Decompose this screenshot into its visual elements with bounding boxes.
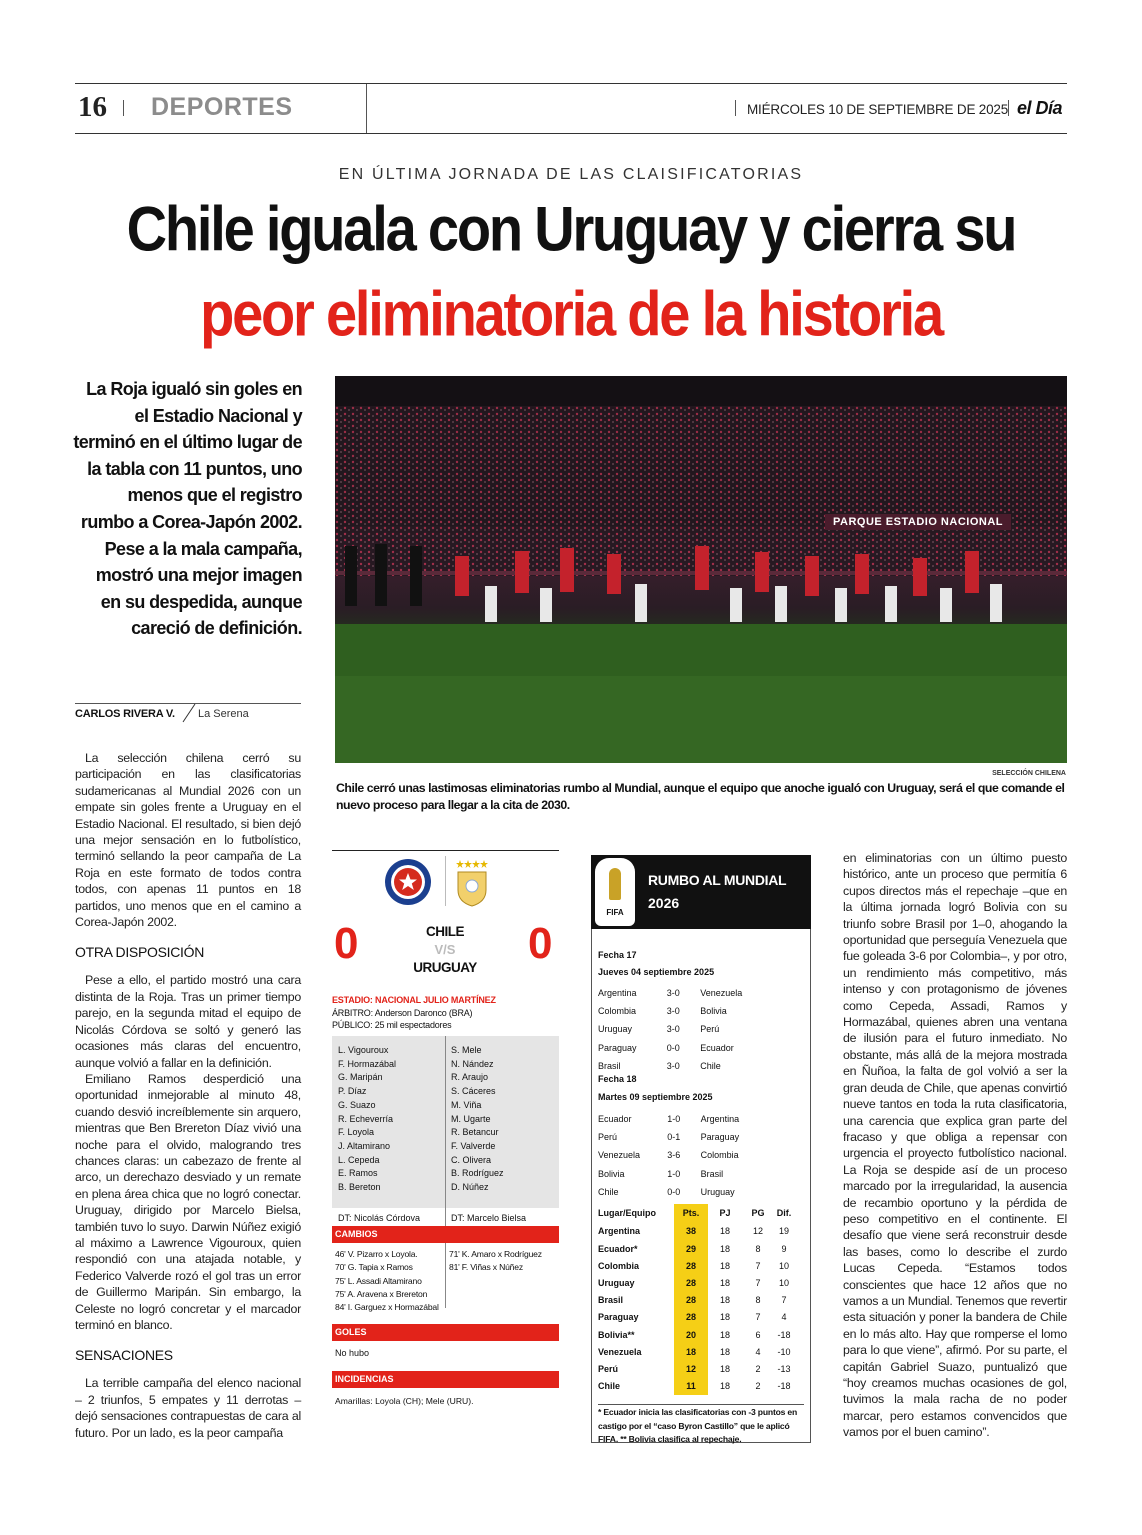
round-title: Fecha 17 <box>598 950 637 960</box>
standings-row <box>598 1274 794 1291</box>
goal-difference: 9 <box>781 1243 787 1254</box>
won: 6 <box>755 1329 761 1340</box>
lineup-player: R. Echeverría <box>338 1113 394 1124</box>
uruguay-crest-icon <box>452 858 492 908</box>
match-photo <box>335 376 1067 763</box>
referee: ÁRBITRO: Anderson Daronco (BRA) <box>332 1008 473 1018</box>
result-row <box>598 1183 758 1201</box>
away-team: Colombia <box>700 1150 739 1161</box>
attendance: PÚBLICO: 25 mil espectadores <box>332 1020 452 1030</box>
body-paragraph: Emiliano Ramos desperdició una oportunidad inmejorable al minuto 48, cuando desvió increíblemente sin arquero, mientras que Ben Brereton Díaz vivió una noche para el olvido, malogrando tres chances claras: un cabezazo de frente al arco, un derechazo desviado y un remate en plena área chica que no logró conectar. Uruguay, dirigido por Marcelo Bielsa, también tuvo lo suyo. Darwin Núñez exigió al máximo a Lawrence Vigouroux, quien respondió con una atajada notable, y Federico Valverde rozó el gol tras un error de Guillermo Maripán. Sin embargo, la Celeste no logró concretar y el marcador terminó en blanco. <box>75 1071 301 1332</box>
lineup-player: L. Vigouroux <box>338 1045 389 1055</box>
round-title: Fecha 18 <box>598 1073 637 1084</box>
home-coach: DT: Nicolás Córdova <box>338 1213 421 1223</box>
substitution: 46' V. Pizarro x Loyola. <box>335 1249 418 1259</box>
result-score: 3-0 <box>666 988 680 999</box>
points: 28 <box>674 1309 708 1326</box>
points: 18 <box>674 1343 708 1360</box>
standings-row <box>598 1223 794 1240</box>
home-team: Ecuador <box>598 1114 632 1125</box>
stadium-banner: PARQUE ESTADIO NACIONAL <box>825 514 1011 530</box>
away-team: Venezuela <box>700 988 743 999</box>
won: 4 <box>755 1346 761 1357</box>
lineup-player: B. Bereton <box>338 1182 381 1193</box>
away-lineup <box>451 1044 556 1195</box>
lineup-player: R. Betancur <box>451 1127 499 1138</box>
played: 18 <box>719 1312 730 1323</box>
won: 2 <box>755 1381 761 1392</box>
away-team: Uruguay <box>700 1186 735 1197</box>
lineup-player: S. Cáceres <box>451 1086 496 1097</box>
won: 12 <box>752 1226 763 1237</box>
home-lineup <box>338 1044 443 1195</box>
points: 20 <box>674 1326 708 1343</box>
results-table <box>598 984 758 1075</box>
body-paragraph: La selección chilena cerró su participación en las clasificatorias sudamericanas al Mundial 2026 con un empate sin goles frente a Uruguay en el Estadio Nacional. El resultado, si bien dejó una mejor sensación en lo futbolístico, terminó sellando la peor campaña de La Roja en este formato de todos contra todos, con apenas 11 puntos en 18 partidos, uno menos que en el camino a Corea-Japón 2002. <box>75 751 301 930</box>
incidents-value: Amarillas: Loyola (CH); Mele (URU). <box>335 1396 474 1406</box>
team-name: Brasil <box>598 1295 624 1306</box>
team-name: Perú <box>598 1363 619 1374</box>
points: 28 <box>674 1292 708 1309</box>
goal-difference: -18 <box>777 1381 791 1392</box>
column-header: Dif. <box>776 1208 792 1219</box>
standings-header <box>591 855 811 929</box>
result-score: 0-0 <box>666 1042 680 1053</box>
home-team: Colombia <box>598 1006 637 1017</box>
standings-table <box>598 1204 794 1395</box>
chile-crest-icon <box>384 858 432 906</box>
kicker: EN ÚLTIMA JORNADA DE LAS CLAISIFICATORIAS <box>338 166 804 183</box>
team-name: Bolivia** <box>598 1329 635 1340</box>
match-box <box>332 850 559 1420</box>
standings-row <box>598 1343 794 1360</box>
result-row <box>598 1165 758 1183</box>
played: 18 <box>719 1363 730 1374</box>
standings-row <box>598 1240 794 1257</box>
standings-row <box>598 1257 794 1274</box>
byline-place: La Serena <box>198 708 249 720</box>
result-row <box>598 1110 758 1128</box>
substitution: 70' G. Tapia x Ramos <box>335 1262 413 1273</box>
points: 28 <box>674 1274 708 1291</box>
away-subs <box>449 1248 559 1275</box>
lineup-player: L. Cepeda <box>338 1154 380 1165</box>
substitution: 71' K. Amaro x Rodríguez <box>449 1249 542 1259</box>
lineup-player: C. Olivera <box>451 1154 492 1165</box>
results-table <box>598 1110 758 1201</box>
result-row <box>598 1146 758 1164</box>
away-team: Ecuador <box>700 1042 734 1053</box>
lineup-player: P. Díaz <box>338 1086 367 1097</box>
body-paragraph: en eliminatorias con un último puesto histórico, ante un proceso que permitía 6 cupos directos más el repechaje –que en la última jornada logró Bolivia con su triunfo sobre Brasil por 1–0, ahogando la oportunidad que perseguía Venezuela que fue goleada 3-6 por Colombia–, y por otro, un rendimiento más competitivo, más intenso y con protagonismo de jóvenes como Cepeda, Assadi, Ramos y Hormazábal, quienes abren una ventana de ilusión para el futuro inmediato. No obstante, más allá de la mejora mostrada en Ñuñoa, la falta de gol volvió a ser la gran deuda de Chile, que apenas convirtió nueve tantos en toda la ruta clasificatoria, una carencia que explica gran parte del fracaso y que obliga a repensar con urgencia el proyecto futbolístico nacional. La Roja se despide así de un proceso marcado por la irregularidad, la ausencia de recambio oportuno y la pérdida de peso competitivo en el continente. El desafío que viene será reconstruir desde las bases, como lo describe el zurdo Lucas Cepeda. “Estamos todos conscientes que hace 12 años que no vamos a un Mundial. Tenemos que revertir esta situación y poner la bandera de Chile en lo más alto. Hay que romperse el lomo para lo que viene”, afirmó. Por su parte, el capitán Gabriel Suazo, puntualizó que “hoy creamos muchas ocasiones de gol, tuvimos la mala racha de no poder marcar, pero estamos convencidos que vamos por el buen camino”. <box>843 851 1067 1440</box>
played: 18 <box>719 1329 730 1340</box>
goal-difference: -10 <box>777 1346 791 1357</box>
page-number: 16 <box>78 91 107 123</box>
issue-date: MIÉRCOLES 10 DE SEPTIEMBRE DE 2025 <box>747 102 1009 117</box>
lineup-player: J. Altamirano <box>338 1140 391 1151</box>
played: 18 <box>719 1243 730 1254</box>
standings-body <box>591 929 811 1443</box>
players-lineup <box>335 376 1067 763</box>
headline-line1: Chile iguala con Uruguay y cierra su <box>126 193 1016 264</box>
result-row <box>598 1020 758 1038</box>
result-score: 3-0 <box>666 1006 680 1017</box>
away-team: Chile <box>700 1060 721 1071</box>
home-team: Argentina <box>598 988 637 999</box>
lineup-player: M. Ugarte <box>451 1113 491 1124</box>
body-column-right <box>843 850 1067 1441</box>
section-title: DEPORTES <box>151 93 293 121</box>
result-row <box>598 1128 758 1146</box>
standings-box <box>591 855 811 1445</box>
points: 28 <box>674 1257 708 1274</box>
lineup-player: S. Mele <box>451 1045 482 1055</box>
byline-author: CARLOS RIVERA V. <box>75 708 175 720</box>
home-team: CHILE <box>426 924 464 939</box>
standings-subtitle: 2026 <box>648 895 680 911</box>
column-header: PJ <box>719 1208 731 1219</box>
home-team: Paraguay <box>598 1042 637 1053</box>
played: 18 <box>719 1226 730 1237</box>
team-name: Ecuador* <box>598 1243 638 1254</box>
home-score: 0 <box>334 919 359 968</box>
goal-difference: -13 <box>777 1363 791 1374</box>
home-team: Chile <box>598 1186 619 1197</box>
subhead: OTRA DISPOSICIÓN <box>75 944 204 961</box>
away-team: Bolivia <box>700 1006 727 1017</box>
byline-slash <box>181 703 197 723</box>
lineup-player: R. Araujo <box>451 1072 489 1083</box>
team-name: Argentina <box>598 1226 641 1237</box>
won: 7 <box>755 1278 761 1289</box>
column-header: PG <box>751 1208 765 1219</box>
result-row <box>598 1039 758 1057</box>
result-score: 3-0 <box>666 1060 680 1071</box>
played: 18 <box>719 1346 730 1357</box>
played: 18 <box>719 1381 730 1392</box>
result-row <box>598 1002 758 1020</box>
headline-line2: peor eliminatoria de la historia <box>200 278 942 349</box>
result-score: 0-0 <box>667 1186 681 1197</box>
home-team: Uruguay <box>598 1024 633 1035</box>
points: 38 <box>674 1223 708 1240</box>
home-team: Venezuela <box>598 1150 641 1161</box>
lineup-player: B. Rodríguez <box>451 1168 504 1179</box>
subhead: SENSACIONES <box>75 1347 173 1364</box>
versus: V/S <box>434 942 456 957</box>
lineup-player: F. Valverde <box>451 1140 496 1151</box>
team-name: Venezuela <box>598 1346 642 1357</box>
standings-row <box>598 1360 794 1377</box>
away-team: Perú <box>700 1024 720 1035</box>
standings-note: * Ecuador inicia las clasificatorias con -3 puntos en castigo por el “caso Byron Castillo” que le aplicó FIFA. ** Bolivia clasifica al repechaje. <box>598 1407 798 1445</box>
won: 2 <box>755 1363 761 1374</box>
lineup-player: G. Suazo <box>338 1099 376 1110</box>
standings-row <box>598 1378 794 1395</box>
won: 8 <box>755 1243 761 1254</box>
photo-caption: Chile cerró unas lastimosas eliminatorias rumbo al Mundial, aunque el equipo que anoche igualó con Uruguay, será el que comande el nuevo proceso para llegar a la cita de 2030. <box>336 781 1065 812</box>
won: 7 <box>755 1260 761 1271</box>
standings-header-row <box>598 1204 794 1223</box>
points: 29 <box>674 1240 708 1257</box>
played: 18 <box>719 1278 730 1289</box>
body-paragraph: Pese a ello, el partido mostró una cara distinta de la Roja. Tras un primer tiempo parejo, en la segunda mitad el equipo de Nicolás Córdova se soltó y generó las ocasiones más claras del encuentro, aunque volvió a fallar en la definición. <box>75 973 301 1070</box>
photo-credit: SELECCIÓN CHILENA <box>992 770 1066 777</box>
won: 7 <box>755 1312 761 1323</box>
stadium: ESTADIO: NACIONAL JULIO MARTÍNEZ <box>332 995 496 1005</box>
lineup-player: D. Núñez <box>451 1182 489 1193</box>
home-team: Brasil <box>598 1060 621 1071</box>
substitution: 75' L. Assadi Altamirano <box>335 1275 422 1286</box>
away-score: 0 <box>528 919 553 968</box>
result-score: 1-0 <box>667 1114 681 1125</box>
round-date: Jueves 04 septiembre 2025 <box>598 967 715 977</box>
played: 18 <box>719 1295 730 1306</box>
world-cup-logo-icon: FIFA <box>595 858 635 926</box>
incidents-label: INCIDENCIAS <box>332 1371 559 1388</box>
standings-row <box>598 1309 794 1326</box>
body-column-left <box>75 750 301 1441</box>
subs-label: CAMBIOS <box>332 1226 559 1243</box>
goal-difference: 4 <box>781 1312 787 1323</box>
team-name: Chile <box>598 1381 621 1392</box>
round-date: Martes 09 septiembre 2025 <box>598 1091 713 1102</box>
body-paragraph: La terrible campaña del elenco nacional – 2 triunfos, 5 empates y 11 derrotas – dejó sensaciones contrapuestas de cara al futuro. Por un lado, es la peor campaña <box>75 1376 301 1440</box>
result-row <box>598 1057 758 1075</box>
goal-difference: -18 <box>777 1329 791 1340</box>
goal-difference: 10 <box>778 1278 789 1289</box>
lineup-player: F. Hormazábal <box>338 1058 397 1069</box>
lineup-player: M. Viña <box>451 1099 482 1110</box>
result-score: 3-6 <box>667 1150 681 1161</box>
away-coach: DT: Marcelo Bielsa <box>451 1213 527 1223</box>
standings-row <box>598 1326 794 1343</box>
played: 18 <box>719 1260 730 1271</box>
standings-title: RUMBO AL MUNDIAL <box>648 872 787 888</box>
result-score: 1-0 <box>667 1168 681 1179</box>
goals-value: No hubo <box>335 1348 370 1358</box>
team-name: Paraguay <box>598 1312 639 1323</box>
home-team: Bolivia <box>598 1168 625 1179</box>
column-header: Pts. <box>674 1204 708 1223</box>
away-team: Brasil <box>700 1168 724 1179</box>
goal-difference: 7 <box>781 1295 787 1306</box>
lineup-player: N. Nández <box>451 1058 494 1069</box>
substitution: 81' F. Viñas x Núñez <box>449 1262 523 1273</box>
points: 11 <box>674 1378 708 1395</box>
team-name: Colombia <box>598 1260 640 1271</box>
points: 12 <box>674 1360 708 1377</box>
away-team: Paraguay <box>700 1132 740 1143</box>
substitution: 75' A. Aravena x Brereton <box>335 1288 428 1299</box>
home-subs <box>335 1248 445 1314</box>
goals-label: GOLES <box>332 1324 559 1341</box>
away-team: Argentina <box>700 1114 740 1125</box>
substitution: 84' I. Garguez x Hormazábal <box>335 1302 439 1313</box>
column-header: Lugar/Equipo <box>598 1208 656 1219</box>
away-team: URUGUAY <box>413 960 477 975</box>
lineup-player: G. Maripán <box>338 1072 383 1083</box>
standings-row <box>598 1292 794 1309</box>
won: 8 <box>755 1295 761 1306</box>
goal-difference: 10 <box>778 1260 789 1271</box>
lineups-box <box>332 1036 559 1208</box>
result-score: 3-0 <box>666 1024 680 1035</box>
lineup-player: F. Loyola <box>338 1127 375 1138</box>
result-row <box>598 984 758 1002</box>
team-name: Uruguay <box>598 1278 635 1289</box>
lead-paragraph: La Roja igualó sin goles en el Estadio Nacional y terminó en el último lugar de la tabla con 11 puntos, uno menos que el registro rumbo a Corea-Japón 2002. Pese a la mala campaña, mostró una mejor imagen en su despedida, aunque careció de definición. <box>73 379 302 639</box>
home-team: Perú <box>598 1132 618 1143</box>
lineup-player: E. Ramos <box>338 1168 378 1179</box>
result-score: 0-1 <box>667 1132 681 1143</box>
newspaper-logo: el Día <box>1017 98 1063 118</box>
goal-difference: 19 <box>778 1226 789 1237</box>
